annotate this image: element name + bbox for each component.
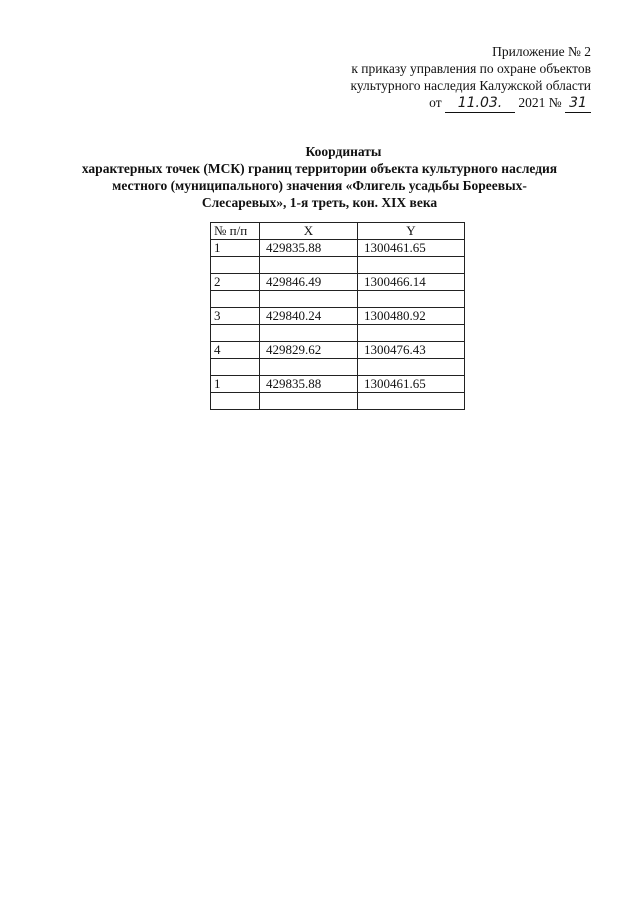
document-title bbox=[0, 143, 639, 211]
cell-x: 429846.49 bbox=[260, 274, 358, 291]
title-line-2: местного (муниципального) значения «Флигель усадьбы Бореевых- bbox=[112, 178, 527, 193]
cell-number: 2 bbox=[211, 274, 260, 291]
table-row bbox=[211, 325, 465, 342]
column-header-number: № п/п bbox=[211, 223, 260, 240]
cell-y: 1300461.65 bbox=[358, 240, 465, 257]
appendix-header bbox=[350, 43, 591, 113]
cell-y bbox=[358, 325, 465, 342]
table-row bbox=[211, 393, 465, 410]
table-row bbox=[211, 342, 465, 359]
table-header-row bbox=[211, 223, 465, 240]
cell-x bbox=[260, 257, 358, 274]
cell-number: 3 bbox=[211, 308, 260, 325]
table-row bbox=[211, 308, 465, 325]
cell-y bbox=[358, 393, 465, 410]
cell-y bbox=[358, 257, 465, 274]
column-header-x: X bbox=[260, 223, 358, 240]
table-row bbox=[211, 376, 465, 393]
handwritten-date: 11.03. bbox=[445, 95, 515, 113]
cell-number bbox=[211, 257, 260, 274]
coordinates-table bbox=[210, 222, 465, 410]
table-row bbox=[211, 359, 465, 376]
cell-y: 1300466.14 bbox=[358, 274, 465, 291]
cell-x: 429835.88 bbox=[260, 240, 358, 257]
table-row bbox=[211, 291, 465, 308]
cell-number bbox=[211, 359, 260, 376]
cell-x bbox=[260, 291, 358, 308]
title-heading: Координаты bbox=[305, 144, 382, 159]
cell-number bbox=[211, 325, 260, 342]
appendix-authority: культурного наследия Калужской области bbox=[350, 78, 591, 93]
appendix-title: Приложение № 2 bbox=[492, 44, 591, 59]
cell-x: 429829.62 bbox=[260, 342, 358, 359]
table-row bbox=[211, 274, 465, 291]
cell-y: 1300476.43 bbox=[358, 342, 465, 359]
appendix-order-ref: к приказу управления по охране объектов bbox=[351, 61, 591, 76]
table-row bbox=[211, 240, 465, 257]
date-prefix: от bbox=[429, 95, 442, 110]
cell-number: 4 bbox=[211, 342, 260, 359]
cell-x: 429840.24 bbox=[260, 308, 358, 325]
cell-y: 1300480.92 bbox=[358, 308, 465, 325]
cell-y bbox=[358, 359, 465, 376]
cell-x bbox=[260, 325, 358, 342]
cell-x bbox=[260, 393, 358, 410]
title-line-3: Слесаревых», 1-я треть, кон. XIX века bbox=[201, 195, 438, 210]
handwritten-number: 31 bbox=[565, 95, 591, 113]
number-prefix: № bbox=[548, 95, 562, 110]
date-year: 2021 bbox=[518, 95, 546, 110]
column-header-y: Y bbox=[358, 223, 465, 240]
cell-x bbox=[260, 359, 358, 376]
table-row bbox=[211, 257, 465, 274]
cell-number bbox=[211, 393, 260, 410]
appendix-date-line bbox=[350, 94, 591, 113]
cell-number: 1 bbox=[211, 240, 260, 257]
cell-y bbox=[358, 291, 465, 308]
title-line-1: характерных точек (МСК) границ территории объекта культурного наследия bbox=[81, 161, 558, 176]
cell-y: 1300461.65 bbox=[358, 376, 465, 393]
cell-x: 429835.88 bbox=[260, 376, 358, 393]
cell-number bbox=[211, 291, 260, 308]
cell-number: 1 bbox=[211, 376, 260, 393]
